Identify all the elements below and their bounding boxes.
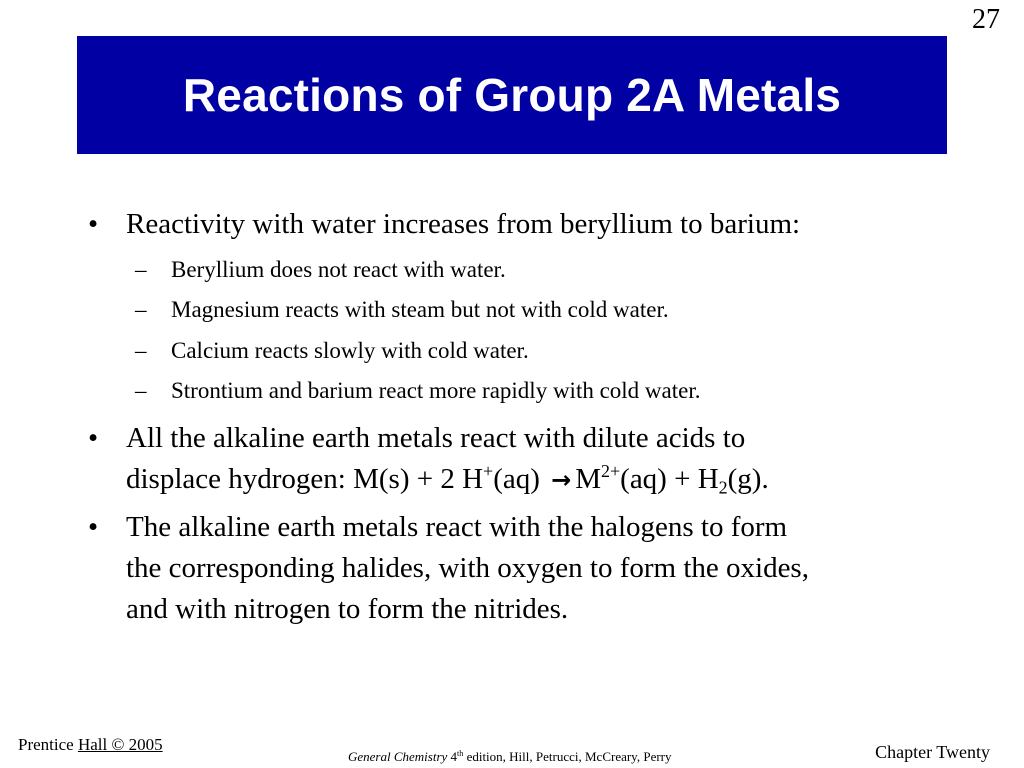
dash-marker: – bbox=[135, 297, 147, 322]
edition-authors: edition, Hill, Petrucci, McCreary, Perry bbox=[463, 749, 672, 764]
dash-marker: – bbox=[135, 378, 147, 403]
sub-bullet-text: Beryllium does not react with water. bbox=[171, 257, 506, 282]
sub-bullet-beryllium bbox=[135, 256, 931, 284]
edition-suffix: th bbox=[457, 749, 464, 759]
publisher-prefix: Prentice bbox=[18, 735, 78, 754]
sub-bullet-text: Magnesium reacts with steam but not with cold water. bbox=[171, 297, 669, 322]
equation-metal: M bbox=[575, 463, 602, 495]
bullet-acids bbox=[88, 418, 946, 501]
publisher-credit bbox=[18, 735, 163, 755]
page-number: 27 bbox=[972, 4, 1000, 35]
sub-bullet-magnesium bbox=[135, 296, 931, 324]
chapter-label: Chapter Twenty bbox=[875, 742, 990, 762]
title-banner bbox=[77, 36, 947, 154]
bullet-marker: • bbox=[88, 422, 99, 454]
dash-marker: – bbox=[135, 257, 147, 282]
publisher-link[interactable]: Hall © 2005 bbox=[77, 735, 163, 754]
bullet-text-line1: The alkaline earth metals react with the halogens to form bbox=[126, 511, 788, 543]
metal-ion-charge: 2+ bbox=[601, 461, 621, 482]
reaction-equation bbox=[126, 459, 946, 501]
bullet-halogens bbox=[88, 507, 946, 630]
sub-bullet-calcium bbox=[135, 337, 931, 365]
book-title: General Chemistry bbox=[348, 749, 448, 764]
bullet-marker: • bbox=[88, 511, 99, 543]
equation-prefix: displace hydrogen: M(s) + 2 H bbox=[126, 463, 484, 495]
arrow-right-icon: → bbox=[551, 466, 572, 494]
bullet-text-line1: All the alkaline earth metals react with dilute acids to bbox=[126, 422, 746, 454]
bullet-marker: • bbox=[88, 208, 99, 240]
bullet-text-line3: and with nitrogen to form the nitrides. bbox=[126, 593, 569, 625]
sub-bullet-text: Calcium reacts slowly with cold water. bbox=[171, 338, 529, 363]
edition-number: 4 bbox=[450, 749, 458, 764]
sub-bullet-text: Strontium and barium react more rapidly with cold water. bbox=[171, 378, 701, 403]
bullet-reactivity bbox=[88, 204, 946, 245]
dash-marker: – bbox=[135, 338, 147, 363]
equation-gas: (g). bbox=[727, 463, 769, 495]
book-citation bbox=[348, 749, 672, 765]
sub-bullet-strontium-barium bbox=[135, 377, 931, 405]
bullet-text-line2: the corresponding halides, with oxygen to form the oxides, bbox=[126, 552, 809, 584]
h2-subscript: 2 bbox=[718, 477, 728, 498]
equation-aq-1: (aq) bbox=[493, 463, 540, 495]
bullet-text: Reactivity with water increases from beryllium to barium: bbox=[126, 208, 801, 240]
h-ion-charge: + bbox=[483, 461, 494, 482]
slide-title: Reactions of Group 2A Metals bbox=[182, 69, 842, 121]
equation-aq-2: (aq) + H bbox=[620, 463, 719, 495]
